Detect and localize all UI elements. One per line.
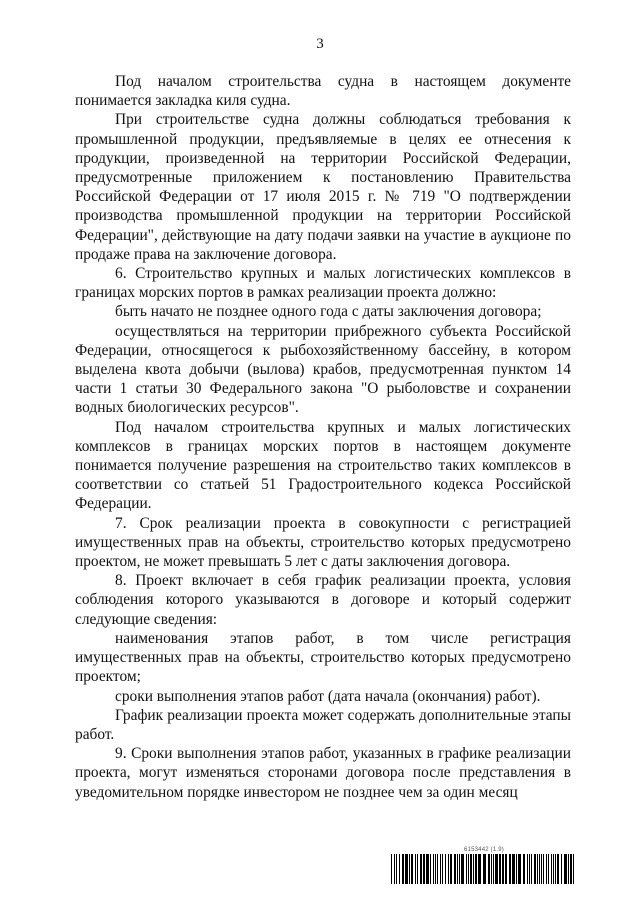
document-body	[75, 72, 571, 802]
paragraph: наименования этапов работ, в том числе регистрация имущественных прав на объекты, строительство которых предусмотрено проектом;	[75, 629, 571, 686]
paragraph: сроки выполнения этапов работ (дата начала (окончания) работ).	[115, 687, 541, 705]
barcode-icon	[391, 854, 577, 884]
paragraph: быть начато не позднее одного года с даты заключения договора;	[115, 303, 542, 321]
paragraph: 7. Срок реализации проекта в совокупности с регистрацией имущественных прав на объекты, строительство которых предусмотрено проектом, не может превышать 5 лет с даты заключения договора.	[75, 514, 571, 571]
document-id: 6153442 (1.9)	[464, 847, 504, 853]
paragraph: Под началом строительства крупных и малых логистических комплексов в границах морских портов в настоящем документе понимается получение разрешения на строительство таких комплексов в соответствии со статьей 51 Градостроительного кодекса Российской Федерации.	[75, 418, 571, 513]
paragraph: осуществляться на территории прибрежного субъекта Российской Федерации, относящегося к рыбохозяйственному бассейну, в котором выделена квота добычи (вылова) крабов, предусмотренная пунктом 14 части 1 статьи 30 Федерального закона "О рыболовстве и сохранении водных биологических ресурсов".	[75, 322, 571, 417]
page-number: 3	[316, 36, 324, 52]
paragraph: 8. Проект включает в себя график реализации проекта, условия соблюдения которого указываются в договоре и который содержит следующие сведения:	[75, 572, 571, 628]
paragraph: При строительстве судна должны соблюдаться требования к промышленной продукции, предъявляемые в целях ее отнесения к продукции, произведенной на территории Российской Федерации, предусмотренные приложением к постановлению Правительства Российской Федерации от 17 июля 2015 г. № 719 "О подтверждении производства промышленной продукции на территории Российской Федерации", действующие на дату подачи заявки на участие в аукционе по продаже права на заключение договора.	[75, 111, 571, 263]
document-footer	[391, 846, 577, 884]
paragraph: 6. Строительство крупных и малых логистических комплексов в границах морских портов в рамках реализации проекта должно:	[75, 265, 571, 302]
paragraph: График реализации проекта может содержать дополнительные этапы работ.	[75, 706, 571, 743]
paragraph: 9. Сроки выполнения этапов работ, указанных в графике реализации проекта, могут изменяться сторонами договора после представления в уведомительном порядке инвестором не позднее чем за один месяц	[75, 745, 571, 801]
paragraph: Под началом строительства судна в настоящем документе понимается закладка киля судна.	[75, 73, 571, 110]
